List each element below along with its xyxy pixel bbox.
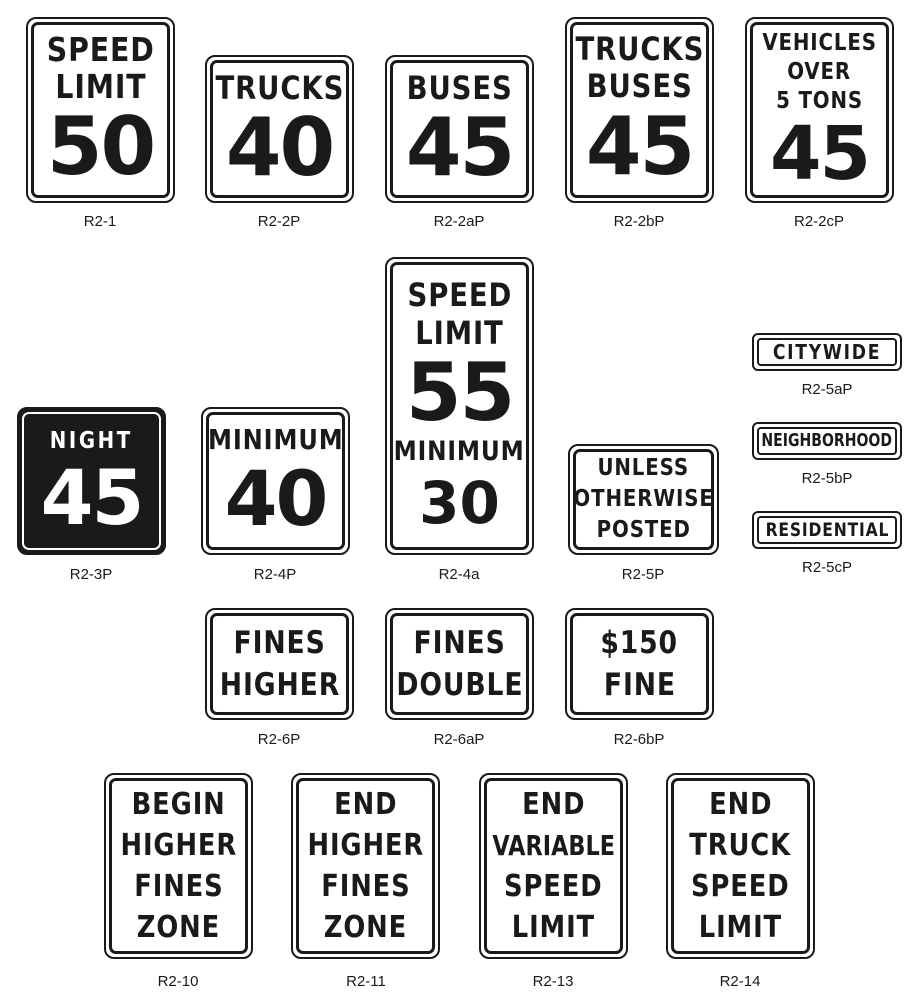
sign-r2-5cp (752, 511, 902, 549)
sign-text-line: CITYWIDE (772, 340, 882, 364)
sign-text-line: VEHICLES (762, 29, 877, 56)
sign-r2-2ap (385, 55, 534, 203)
sign-text-line: SPEED (504, 869, 603, 904)
sign-r2-13-face (484, 778, 623, 954)
sign-text-line: POSTED (596, 517, 691, 543)
sign-text-line: RESIDENTIAL (765, 519, 889, 541)
sign-r2-14-face (671, 778, 810, 954)
sign-r2-1 (26, 17, 175, 203)
sign-r2-6bp-face (570, 613, 709, 715)
sign-text-line: BUSES (406, 69, 513, 107)
sign-label: R2-2bP (613, 213, 665, 230)
sign-label: R2-11 (346, 973, 386, 990)
sign-text-line: ZONE (323, 910, 408, 945)
sign-r2-2cp (745, 17, 894, 203)
speed-number: 45 (405, 101, 514, 194)
speed-number: 45 (770, 110, 869, 197)
sign-text-line: FINES (320, 869, 411, 904)
sign-label: R2-2cP (793, 213, 845, 230)
sign-text-line: END (521, 787, 586, 822)
sign-r2-5p-face (573, 449, 714, 550)
sign-label: R2-5cP (801, 559, 853, 576)
sign-text-line: OVER (787, 58, 852, 85)
sign-label: R2-13 (532, 973, 574, 990)
sign-text-line: LIMIT (54, 67, 147, 106)
sign-label: R2-2aP (433, 213, 485, 230)
sign-label: R2-10 (157, 973, 199, 990)
sign-text-line: SPEED (46, 30, 155, 69)
sign-text-line: BEGIN (131, 787, 226, 822)
sign-r2-13 (479, 773, 628, 959)
sign-r2-2bp (565, 17, 714, 203)
speed-number: 55 (405, 346, 514, 439)
sign-text-line: TRUCK (689, 828, 792, 863)
sign-r2-5p (568, 444, 719, 555)
sign-text-line: SPEED (407, 276, 512, 314)
sign-r2-14 (666, 773, 815, 959)
sign-text-line: FINES (133, 869, 224, 904)
sign-text-line: NIGHT (49, 428, 134, 454)
sign-label: R2-2P (257, 213, 301, 230)
sign-text-line: END (708, 787, 773, 822)
sign-text-line: 5 TONS (776, 87, 863, 114)
speed-number: 45 (40, 453, 143, 542)
sign-text-line: LIMIT (511, 910, 596, 945)
speed-number: 50 (46, 100, 155, 193)
sign-r2-2cp-face (750, 22, 889, 198)
sign-label: R2-5bP (801, 470, 853, 487)
sign-text-line: OTHERWISE (573, 486, 714, 512)
sign-text-line: ZONE (136, 910, 221, 945)
speed-number: 40 (225, 101, 334, 194)
sign-text-line: VARIABLE (492, 829, 615, 862)
sign-label: R2-14 (719, 973, 761, 990)
sign-r2-11-face (296, 778, 435, 954)
sign-r2-4a-face (390, 262, 529, 550)
speed-number: 45 (585, 100, 694, 193)
sign-label: R2-4a (438, 566, 480, 583)
sign-label: R2-6bP (613, 731, 665, 748)
sign-text-line: MINIMUM (394, 436, 525, 467)
sign-text-line: HIGHER (307, 828, 424, 863)
sign-r2-2p (205, 55, 354, 203)
sign-r2-4p-face (206, 412, 345, 550)
sign-r2-6p-face (210, 613, 349, 715)
sign-text-line: FINES (233, 625, 326, 661)
sign-text-line: BUSES (586, 67, 693, 105)
sign-r2-5bp (752, 422, 902, 460)
sign-text-line: HIGHER (219, 667, 340, 703)
sign-r2-6p (205, 608, 354, 720)
sign-label: R2-5P (621, 566, 665, 583)
sign-label: R2-6P (257, 731, 301, 748)
sign-r2-6ap-face (390, 613, 529, 715)
sign-r2-10 (104, 773, 253, 959)
sign-text-line: DOUBLE (395, 667, 524, 703)
sign-label: R2-6aP (433, 731, 485, 748)
sign-text-line: END (333, 787, 398, 822)
sign-r2-5cp-face (757, 516, 897, 544)
sign-r2-2p-face (210, 60, 349, 198)
sign-r2-2bp-face (570, 22, 709, 198)
sign-text-line: SPEED (691, 869, 790, 904)
sign-text-line: LIMIT (415, 314, 504, 352)
sign-r2-2ap-face (390, 60, 529, 198)
sign-text-line: FINES (413, 625, 506, 661)
sign-r2-11 (291, 773, 440, 959)
sign-text-line: MINIMUM (207, 423, 344, 456)
sign-r2-10-face (109, 778, 248, 954)
sign-r2-5bp-face (757, 427, 897, 455)
sign-label: R2-4P (253, 566, 297, 583)
sign-label: R2-1 (83, 213, 117, 230)
sign-text-line: NEIGHBORHOOD (761, 430, 893, 451)
sign-text-line: TRUCKS (215, 69, 344, 107)
sign-text-line: HIGHER (120, 828, 237, 863)
minimum-speed-number: 30 (419, 469, 500, 537)
sign-text-line: $150 (600, 625, 679, 661)
sign-r2-3p-face (22, 412, 161, 550)
sign-r2-1-face (31, 22, 170, 198)
sign-text-line: UNLESS (597, 455, 690, 481)
sign-r2-4a (385, 257, 534, 555)
sign-text-line: LIMIT (698, 910, 783, 945)
sign-r2-5ap (752, 333, 902, 371)
sign-text-line: FINE (603, 667, 676, 703)
sign-r2-3p (17, 407, 166, 555)
sign-label: R2-5aP (801, 381, 853, 398)
speed-number: 40 (224, 454, 327, 543)
sign-r2-5ap-face (757, 338, 897, 366)
sign-r2-6bp (565, 608, 714, 720)
sign-r2-4p (201, 407, 350, 555)
sign-text-line: TRUCKS (575, 30, 704, 68)
sign-r2-6ap (385, 608, 534, 720)
sign-label: R2-3P (69, 566, 113, 583)
